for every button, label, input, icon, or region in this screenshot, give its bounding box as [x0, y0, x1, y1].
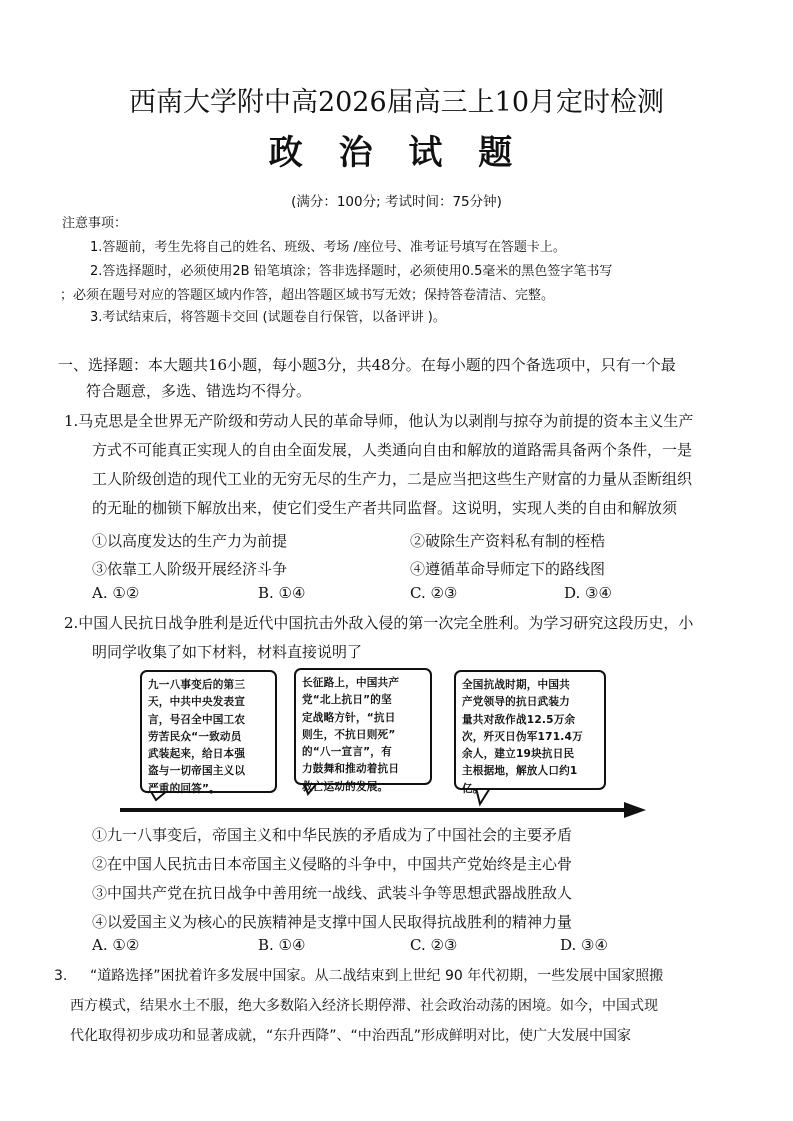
q1-choice-c: C. ②③ [410, 584, 458, 602]
subject-title: 政 治 试 题 [268, 133, 525, 173]
q1-statement: ④遵循革命导师定下的路线图 [410, 560, 606, 578]
q1-choice-a: A. ①② [92, 584, 140, 602]
q2-statement: ③中国共产党在抗日战争中善用统一战线、武装斗争等思想武器战胜敌人 [92, 884, 573, 902]
q1-stem: 方式不可能真正实现人的自由全面发展，人类通向自由和解放的道路需具备两个条件，一是 [92, 441, 693, 459]
q2-statement: ②在中国人民抗击日本帝国主义侵略的斗争中，中国共产党始终是主心骨 [92, 855, 573, 873]
q1-choice-b: B. ①④ [258, 584, 306, 602]
q1-stem: 工人阶级创造的现代工业的无穷无尽的生产力，二是应当把这些生产财富的力量从歪断组织 [92, 470, 693, 488]
material-line: 主根据地，解放人口约1 [462, 765, 578, 778]
material-line: 量共对敌作战12.5万余 [462, 713, 576, 726]
material-box-3 [454, 670, 606, 795]
material-line: 劳苦民众“一致动员 [148, 730, 242, 743]
q1-stem: 的无耻的枷锁下解放出来，使它们受生产者共同监督。这说明，实现人类的自由和解放须 [92, 499, 678, 517]
material-line: 党“北上抗日”的坚 [302, 694, 392, 707]
material-line: 全国抗战时期，中国共 [462, 679, 570, 691]
material-line: 长征路上，中国共产 [302, 677, 400, 689]
q1-stem: 1.马克思是全世界无产阶级和劳动人民的革命导师，他认为以剥削与掠夺为前提的资本主义生产 [64, 412, 694, 430]
q1-statement: ①以高度发达的生产力为前提 [92, 532, 288, 550]
section-heading: 一、选择题：本大题共16小题，每小题3分，共48分。在每小题的四个备选项中，只有一个最 [58, 356, 676, 374]
exam-title: 西南大学附中高2026届高三上10月定时检测 [128, 87, 665, 118]
q3-stem: 代化取得初步成功和显著成就，“东升西降”、“中治西乱”形成鲜明对比，使广大发展中国家 [70, 1028, 632, 1044]
note-item: ；必须在题号对应的答题区域内作答，超出答题区域书写无效；保持答卷清洁、完整。 [60, 288, 555, 303]
material-line: 武装起来，给日本强 [148, 748, 246, 761]
material-line: 次，歼灭日伪军171.4万 [462, 730, 583, 743]
q2-statement: ①九一八事变后，帝国主义和中华民族的矛盾成为了中国社会的主要矛盾 [92, 826, 573, 844]
q2-statement: ④以爱国主义为核心的民族精神是支撑中国人民取得抗战胜利的精神力量 [92, 913, 573, 931]
q2-choice-a: A. ①② [92, 936, 140, 954]
material-line: 严重的回答”。 [148, 782, 220, 795]
material-box-1 [140, 670, 277, 793]
q1-choice-d: D. ③④ [564, 584, 612, 602]
material-line: 盗与一切帝国主义以 [148, 765, 246, 778]
note-item: 3.考试结束后，将答题卡交回 (试题卷自行保管，以备评讲 )。 [90, 310, 446, 325]
q3-number: 3. [54, 968, 68, 984]
q3-stem: 西方模式，结果水土不服，绝大多数陷入经济长期停滞、社会政治动荡的困境。如今，中国式现 [70, 998, 658, 1014]
material-line: 九一八事变后的第三 [148, 679, 246, 691]
material-line: 定战略方针，“抗日 [302, 711, 396, 724]
material-box-2 [294, 668, 432, 793]
material-line: 天，中共中央发表宣 [148, 696, 246, 709]
section-heading-cont: 符合题意，多选、错选均不得分。 [86, 382, 312, 400]
material-line: 力鼓舞和推动着抗日 [302, 763, 400, 776]
q2-stem: 明同学收集了如下材料，材料直接说明了 [92, 643, 363, 661]
material-line: 则生，不抗日则死” [302, 728, 396, 741]
q2-stem: 2.中国人民抗日战争胜利是近代中国抗击外敌入侵的第一次完全胜利。为学习研究这段历史，小 [64, 614, 694, 632]
q2-choice-d: D. ③④ [560, 936, 608, 954]
material-line: 的“八一宣言”，有 [302, 746, 392, 759]
note-item: 2.答选择题时，必须使用2B 铅笔填涂；答非选择题时，必须使用0.5毫米的黑色签字笔书写 [90, 264, 613, 279]
material-line: 余人，建立19块抗日民 [462, 748, 575, 761]
material-line: 产党领导的抗日武装力 [462, 696, 570, 709]
q1-statement: ③依靠工人阶级开展经济斗争 [92, 560, 288, 578]
q1-statement: ②破除生产资料私有制的桎梏 [410, 532, 606, 550]
note-item: 1.答题前，考生先将自己的姓名、班级、考场 /座位号、准考证号填写在答题卡上。 [90, 240, 566, 255]
material-line: 救亡运动的发展。 [302, 780, 389, 793]
exam-info: (满分：100分; 考试时间：75分钟) [291, 194, 502, 210]
q3-stem: “道路选择”困扰着许多发展中国家。从二战结束到上世纪 90 年代初期，一些发展中国家照搬 [90, 968, 664, 984]
material-line: 亿。 [462, 782, 484, 795]
notes-heading: 注意事项： [62, 216, 128, 231]
q2-choice-b: B. ①④ [258, 936, 306, 954]
material-line: 言，号召全中国工农 [148, 713, 246, 726]
q2-choice-c: C. ②③ [410, 936, 458, 954]
